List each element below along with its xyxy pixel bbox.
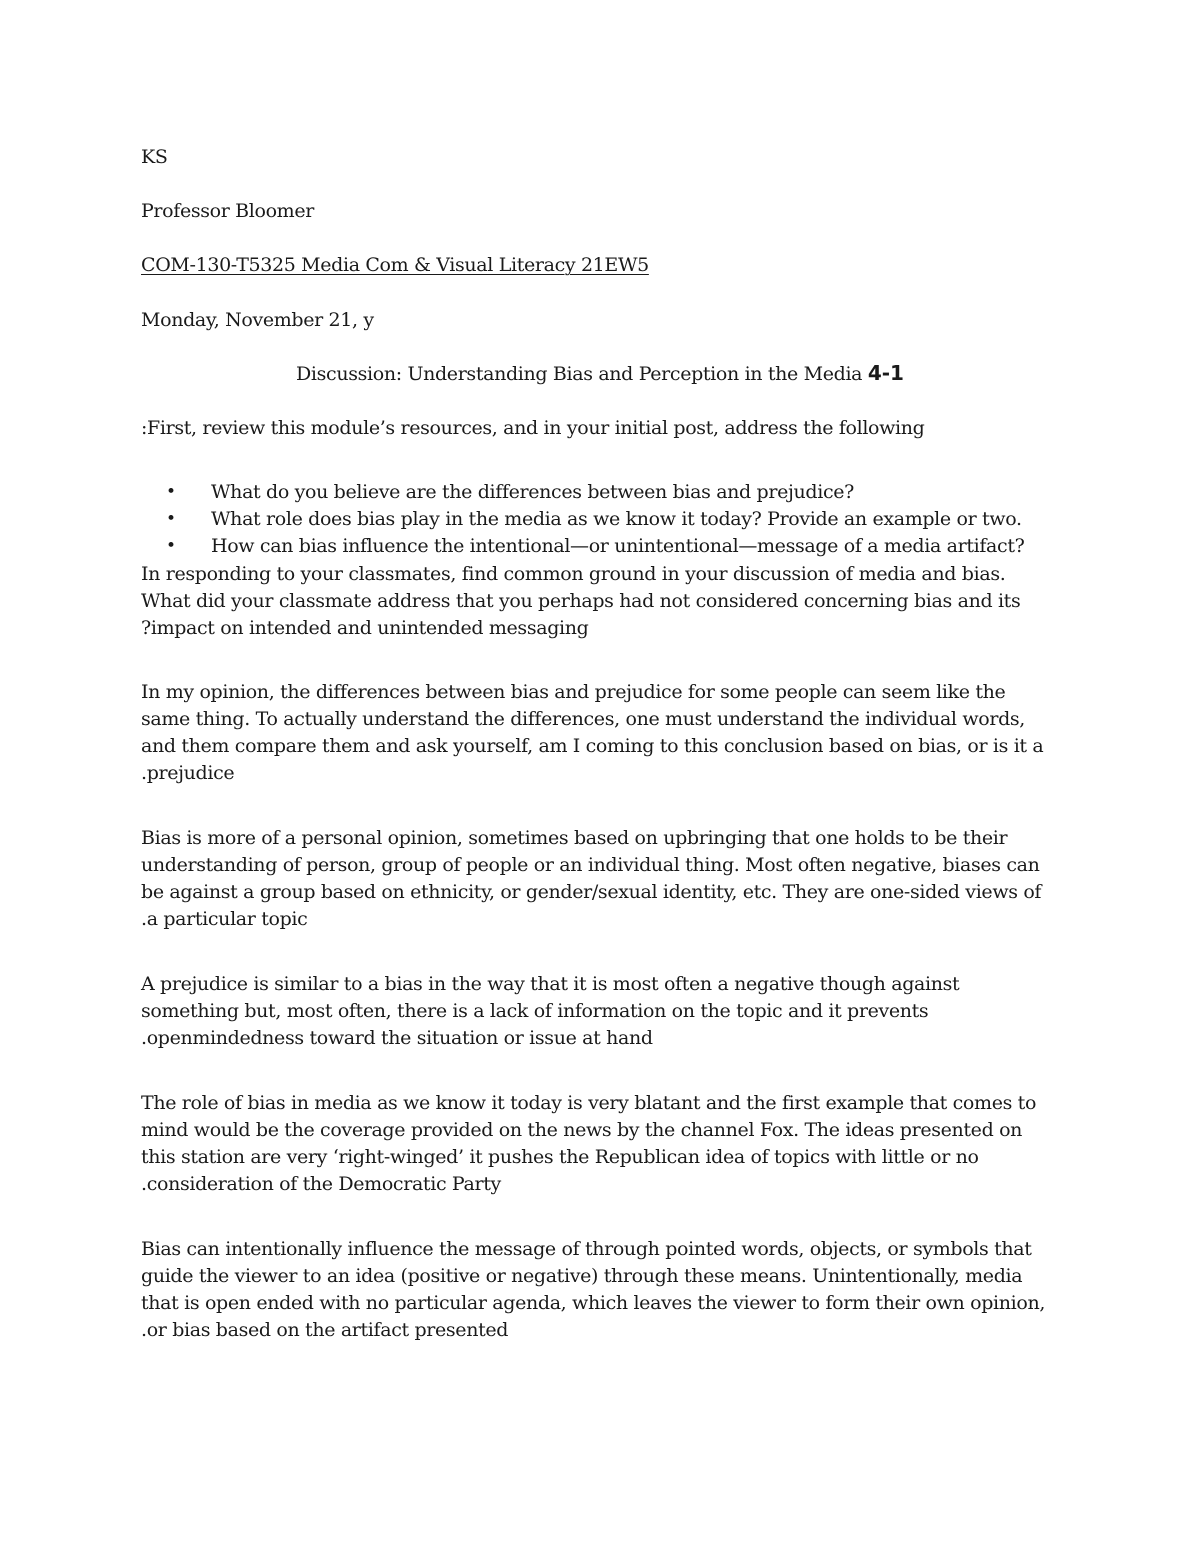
answer-paragraph-2-line: Bias is more of a personal opinion, sometimes based on upbringing that one holds to be their — [141, 827, 1008, 849]
answer-paragraph-5-line: .or bias based on the artifact presented — [141, 1319, 509, 1341]
prompt-responding-line: In responding to your classmates, find common ground in your discussion of media and bias. — [141, 563, 1006, 585]
prompt-responding-line: ?impact on intended and unintended messaging — [141, 617, 589, 639]
answer-paragraph-5-line: that is open ended with no particular agenda, which leaves the viewer to form their own opinion, — [141, 1292, 1046, 1314]
answer-paragraph-4-line: The role of bias in media as we know it today is very blatant and the first example that comes to — [141, 1092, 1037, 1114]
bullet-dot-icon: • — [166, 482, 176, 502]
prompt-bullet: What role does bias play in the media as we know it today? Provide an example or two. — [211, 508, 1022, 530]
answer-paragraph-2-line: understanding of person, group of people or an individual thing. Most often negative, biases can — [141, 854, 1040, 876]
answer-paragraph-1-line: .prejudice — [141, 762, 235, 784]
bullet-dot-icon: • — [166, 536, 176, 556]
answer-paragraph-2-line: .a particular topic — [141, 908, 308, 930]
answer-paragraph-4-line: this station are very ‘right-winged’ it pushes the Republican idea of topics with little or no — [141, 1146, 979, 1168]
answer-paragraph-5-line: Bias can intentionally influence the message of through pointed words, objects, or symbols that — [141, 1238, 1032, 1260]
prompt-intro: :First, review this module’s resources, and in your initial post, address the following — [141, 417, 925, 439]
discussion-number: 4-1 — [867, 361, 904, 385]
prompt-responding-line: What did your classmate address that you perhaps had not considered concerning bias and its — [141, 590, 1021, 612]
answer-paragraph-1-line: and them compare them and ask yourself, am I coming to this conclusion based on bias, or is it a — [141, 735, 1044, 757]
professor-name: Professor Bloomer — [141, 200, 314, 222]
prompt-bullet: What do you believe are the differences between bias and prejudice? — [211, 481, 854, 503]
answer-paragraph-5-line: guide the viewer to an idea (positive or negative) through these means. Unintentionally, media — [141, 1265, 1023, 1287]
answer-paragraph-1-line: In my opinion, the differences between bias and prejudice for some people can seem like the — [141, 681, 1006, 703]
answer-paragraph-4-line: .consideration of the Democratic Party — [141, 1173, 501, 1195]
answer-paragraph-3-line: something but, most often, there is a lack of information on the topic and it prevents — [141, 1000, 929, 1022]
course-name: COM-130-T5325 Media Com & Visual Literacy 21EW5 — [141, 254, 649, 276]
author-initials: KS — [141, 146, 168, 168]
discussion-title — [0, 361, 1200, 386]
answer-paragraph-3-line: .openmindedness toward the situation or issue at hand — [141, 1027, 653, 1049]
document-date: Monday, November 21, y — [141, 309, 374, 331]
answer-paragraph-2-line: be against a group based on ethnicity, or gender/sexual identity, etc. They are one-sided views of — [141, 881, 1042, 903]
prompt-bullet: How can bias influence the intentional—or unintentional—message of a media artifact? — [211, 535, 1025, 557]
discussion-title-text: Discussion: Understanding Bias and Perception in the Media — [296, 363, 868, 385]
answer-paragraph-3-line: A prejudice is similar to a bias in the way that it is most often a negative though against — [141, 973, 960, 995]
bullet-dot-icon: • — [166, 509, 176, 529]
answer-paragraph-1-line: same thing. To actually understand the differences, one must understand the individual words, — [141, 708, 1025, 730]
answer-paragraph-4-line: mind would be the coverage provided on the news by the channel Fox. The ideas presented on — [141, 1119, 1023, 1141]
